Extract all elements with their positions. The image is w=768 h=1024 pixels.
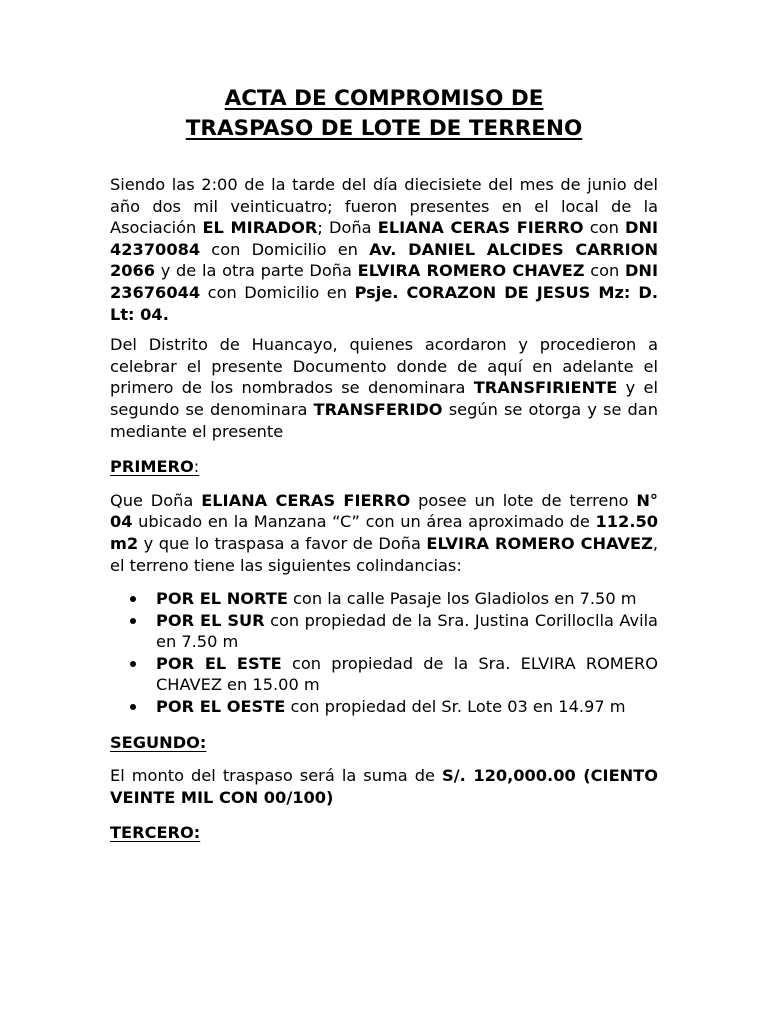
segundo-heading: SEGUNDO: (110, 732, 207, 752)
district-paragraph (110, 334, 658, 442)
title-spacer (110, 144, 658, 174)
segundo-paragraph (110, 765, 658, 808)
primero-paragraph (110, 490, 658, 576)
text-run: y que lo traspasa a favor de Doña (138, 533, 427, 553)
tercero-heading: TERCERO: (110, 823, 201, 843)
text-run: ubicado en la Manzana “C” con un área aproximado de (132, 512, 596, 532)
text-run: con la calle Pasaje los Gladiolos en 7.50 m (287, 589, 637, 609)
text-run: con propiedad de la Sra. ELVIRA ROMERO CHAVEZ en 15.00 m (156, 653, 658, 695)
bold-text: Av. DANIEL ALCIDES CARRION 2066 (110, 239, 658, 281)
boundary-text (156, 589, 637, 608)
boundary-text (156, 611, 658, 652)
text-run: con (584, 261, 625, 281)
boundary-text (156, 697, 626, 716)
text-run: y el segundo se denominara (110, 378, 659, 419)
bullet-icon (130, 596, 136, 602)
text-run: con Domicilio en (200, 239, 370, 259)
bold-text: 112.50 m2 (110, 512, 658, 553)
text-run: según se otorga y se dan mediante el presente (110, 399, 658, 441)
boundary-text (156, 654, 658, 695)
text-run: Que Doña (110, 490, 202, 510)
bold-text: N° 04 (110, 490, 658, 532)
intro-paragraph (110, 174, 658, 325)
text-run: Del Distrito de Huancayo, quienes acordaron y procedieron a celebrar el presente Documento donde de aquí en adelante el primero de los nombrados se denominara (110, 335, 658, 398)
bold-text: POR EL OESTE (156, 697, 286, 717)
bullet-icon (130, 618, 136, 624)
text-run: con propiedad de la Sra. Justina Corilloclla Avila en 7.50 m (156, 610, 658, 652)
text-run: Siendo las 2:00 de la tarde del día diecisiete del mes de junio del año dos mil veinticuatro; fueron presentes en el local de la Asociación (110, 175, 658, 238)
text-run: con propiedad del Sr. Lote 03 en 14.97 m (285, 697, 626, 717)
bold-text: TRANSFIRIENTE (473, 378, 618, 398)
text-run: y de la otra parte Doña (155, 261, 358, 281)
bold-text: POR EL ESTE (156, 653, 282, 673)
text-run: ; Doña (317, 218, 378, 238)
bold-text: S/. 120,000.00 (CIENTO VEINTE MIL CON 00/100) (110, 766, 658, 807)
boundary-item-oeste (156, 696, 658, 718)
primero-heading (110, 456, 658, 478)
bold-text: POR EL NORTE (156, 589, 288, 609)
primero-heading-colon: : (193, 457, 200, 477)
bold-text: POR EL SUR (156, 610, 265, 630)
text-run: con Domicilio en (200, 282, 355, 302)
bullet-icon (130, 661, 136, 667)
title-line-1: ACTA DE COMPROMISO DE (224, 86, 544, 111)
text-run: posee un lote de terreno (410, 490, 637, 510)
title-line-2: TRASPASO DE LOTE DE TERRENO (185, 116, 583, 141)
bold-text: ELIANA CERAS FIERRO (201, 490, 411, 510)
bold-text: EL MIRADOR (202, 218, 318, 238)
bold-text: Psje. CORAZON DE JESUS Mz: D. Lt: 04. (110, 282, 659, 324)
boundary-item-sur (156, 610, 658, 653)
boundary-item-este (156, 653, 658, 696)
bold-text: ELVIRA ROMERO CHAVEZ (426, 533, 653, 553)
primero-heading-text: PRIMERO (110, 457, 194, 477)
document-title (110, 84, 658, 144)
text-run: El monto del traspaso será la suma de (110, 766, 443, 786)
bullet-icon (130, 704, 136, 710)
bold-text: DNI 42370084 (110, 218, 659, 259)
text-run: con (583, 218, 626, 238)
bold-text: DNI 23676044 (110, 261, 658, 302)
bold-text: TRANSFERIDO (313, 399, 443, 419)
boundaries-list (110, 588, 658, 718)
text-run: , el terreno tiene las siguientes colindancias: (110, 533, 658, 575)
boundary-item-norte (156, 588, 658, 610)
bold-text: ELVIRA ROMERO CHAVEZ (357, 261, 585, 281)
bold-text: ELIANA CERAS FIERRO (377, 218, 584, 238)
